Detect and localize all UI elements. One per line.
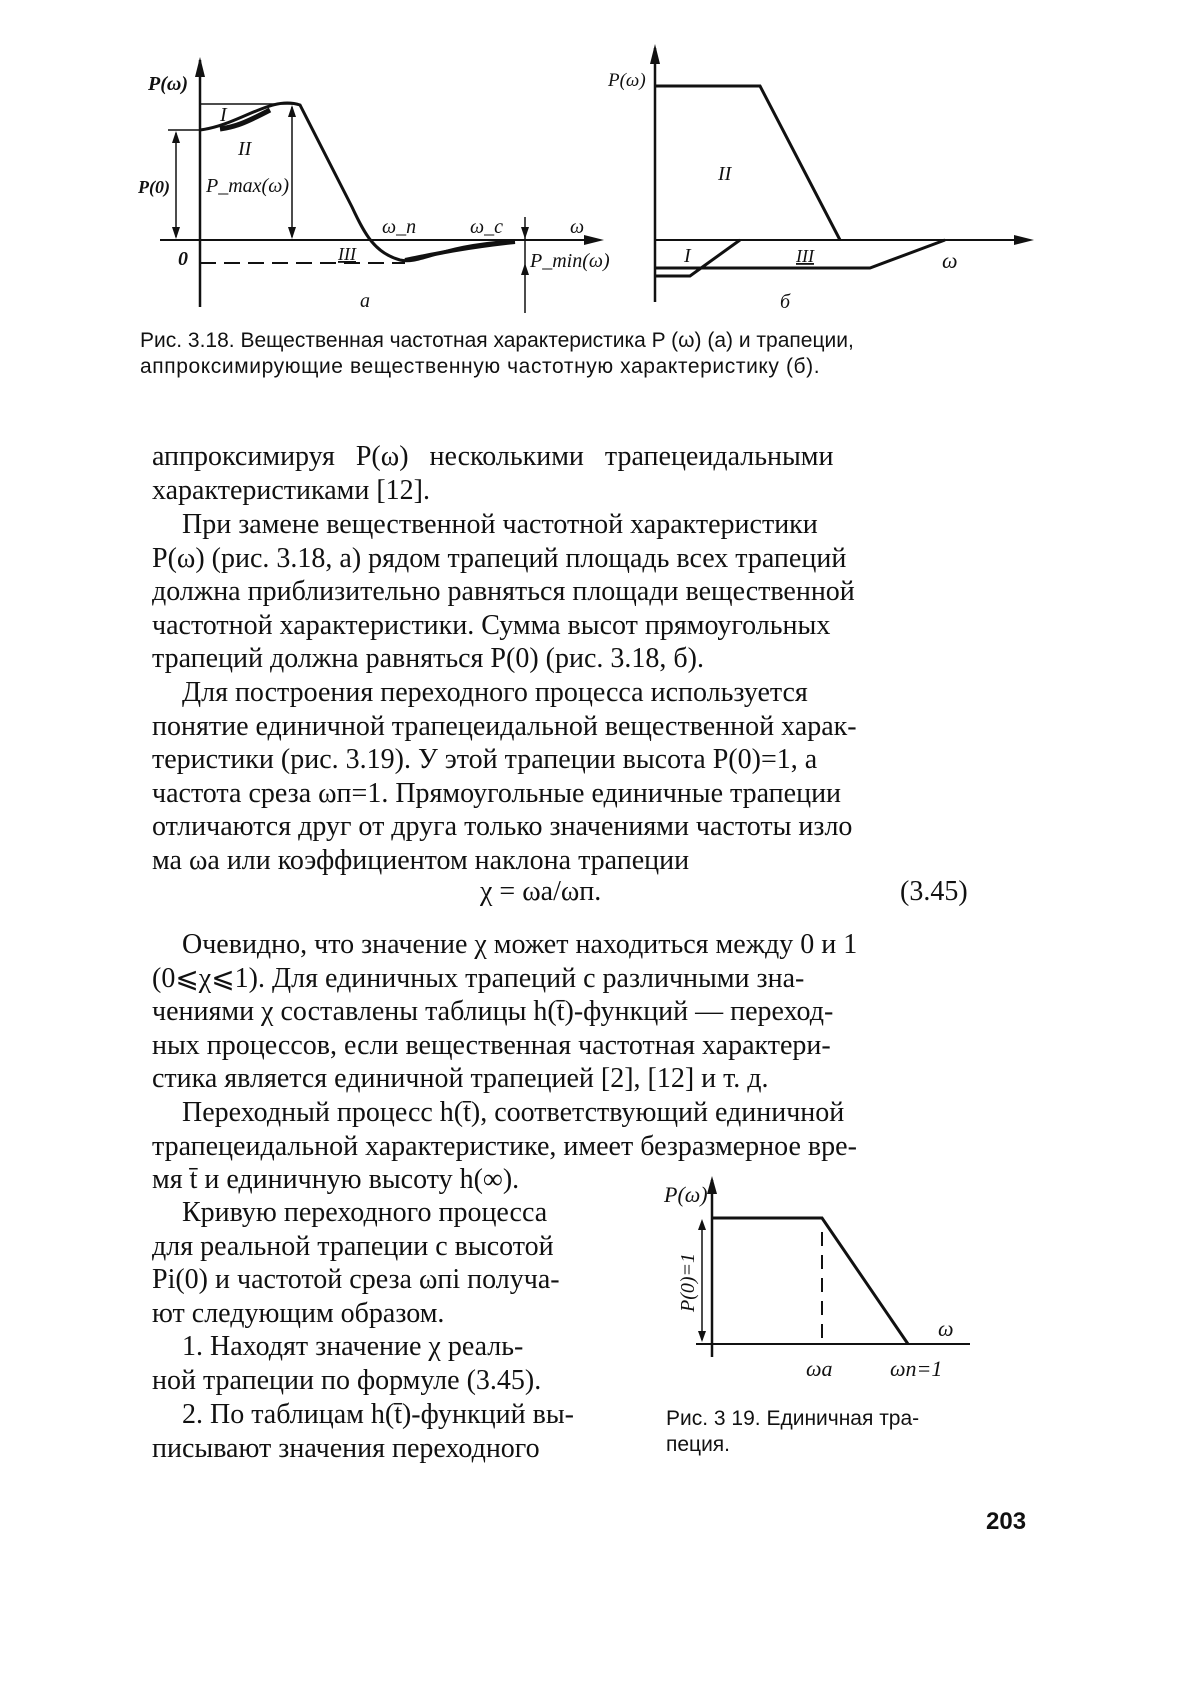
text-line: ют следующим образом. [152,1297,445,1329]
text-line: стика является единичной трапецией [2], [12] и т. д. [152,1063,769,1094]
y-axis-label: P(ω) [148,73,188,95]
y-axis-arrow [650,44,660,64]
text-line: аппроксимируя P(ω) несколькими трапецеидальными [152,441,834,472]
caption-line: пеция. [666,1433,731,1456]
figure-3-18-caption [140,328,1040,380]
text-line: отличаются друг от друга только значениями частоты изло [152,811,853,842]
text-line: Кривую переходного процесса [182,1197,548,1228]
text-line: Очевидно, что значение χ может находиться между 0 и 1 [182,929,858,960]
x-axis-label: ω [938,1316,954,1341]
pmin-label: P_min(ω) [530,250,610,272]
text-line: частота среза ωп=1. Прямоугольные единичные трапеции [152,777,842,809]
p0-arrow-bottom [172,227,180,239]
panel-b-label: б [780,291,791,313]
y-axis-label: P(ω) [608,70,646,91]
text-line: ной трапеции по формуле (3.45). [152,1364,542,1396]
text-line: трапеций должна равняться P(0) (рис. 3.18, б). [152,643,704,674]
paragraph-8 [152,1398,678,1465]
omega-a-label: ωa [806,1356,833,1381]
p0-label: P(0) [138,177,170,197]
text-line: 2. По таблицам h(t̄)-функций вы- [182,1399,574,1430]
figure-3-19-caption [666,1406,1046,1458]
text-line: трапецеидальной характеристике, имеет безразмерное вре- [152,1130,857,1162]
panel-a-label: a [360,290,370,312]
text-line: ных процессов, если вещественная частотная характери- [152,1029,831,1061]
equation-3-45 [480,876,601,908]
trapezoid-II [655,86,840,240]
text-line: теристики (рис. 3.19). У этой трапеции высота P(0)=1, а [152,744,818,775]
trapezoid-I [655,240,740,276]
height-label: P(0)=1 [677,1252,699,1312]
text-line: писывают значения переходного [152,1432,540,1464]
equation-text: χ = ωа/ωп. [480,876,602,907]
pmax-label: P_max(ω) [206,175,289,197]
curve-III-segment [405,242,515,260]
text-line: должна приблизительно равняться площади вещественной [152,576,855,607]
height-arrow-top [698,1219,706,1230]
region-III-label: III [796,246,814,266]
x-axis-label: ω [570,216,585,238]
region-III-label: III [338,244,356,264]
x-axis-label: ω [942,248,958,273]
x-axis-arrow [1014,235,1034,245]
text-line: Для построения переходного процесса используется [182,677,808,708]
equation-number [900,876,968,908]
text-line: частотной характеристики. Сумма высот прямоугольных [152,609,831,641]
figure-3-18-b [600,40,1060,315]
text-line: Pi(0) и частотой среза ωпi получа- [152,1264,560,1295]
caption-line: аппроксимирующие вещественную частотную характеристику (б). [140,355,821,378]
omega-c-label: ω_c [470,216,503,238]
pmin-arrow-top [521,227,529,239]
pmin-arrow-bottom [521,263,529,275]
unit-trapezoid [712,1218,908,1344]
paragraph-3 [152,676,1038,877]
region-II-label: II [238,138,252,160]
text-line: ма ωа или коэффициентом наклона трапеции [152,844,690,876]
figure-3-19 [660,1172,1040,1392]
page-number [986,1508,1026,1536]
pmax-arrow-bottom [288,227,296,239]
paragraph-6 [152,1196,678,1330]
region-II-label: II [718,163,732,185]
text-line: характеристиками [12]. [152,474,430,506]
paragraph-1 [152,440,1038,507]
text-line: понятие единичной трапецеидальной вещественной харак- [152,710,857,742]
curve-II-segment [220,110,270,129]
paragraph-7 [152,1330,678,1397]
paragraph-4 [152,928,1038,1096]
paragraph-2 [152,508,1038,676]
p0-arrow-top [172,131,180,143]
text-line: чениями χ составлены таблицы h(t̄)-функций — переход- [152,996,834,1027]
text-line: При замене вещественной частотной характеристики [182,509,818,540]
text-line: Переходный процесс h(t̄), соответствующий единичной [182,1097,845,1128]
equation-number-text: (3.45) [900,876,968,907]
omega-n-label: ωп=1 [890,1356,943,1381]
caption-line: Рис. 3.18. Вещественная частотная характеристика P (ω) (a) и трапеции, [140,329,854,352]
pmax-arrow-top [288,105,296,117]
caption-line: Рис. 3 19. Единичная тра- [666,1407,920,1430]
figure-3-18-a [120,55,620,315]
text-line: для реальной трапеции с высотой [152,1230,554,1262]
text-line: 1. Находят значение χ реаль- [182,1331,524,1362]
region-I-label: I [684,245,691,267]
y-axis-label: P(ω) [664,1182,708,1207]
omega-p-label: ω_п [382,216,417,238]
region-I-label: I [220,104,227,126]
text-line: (0⩽χ⩽1). Для единичных трапеций с различными зна- [152,962,805,994]
y-axis-arrow [195,57,205,77]
page-number-text: 203 [986,1508,1027,1535]
text-line: мя t̄ и единичную высоту h(∞). [152,1164,520,1195]
height-arrow-bottom [698,1331,706,1342]
text-line: P(ω) (рис. 3.18, a) рядом трапеций площадь всех трапеций [152,542,847,574]
y-axis-arrow [707,1176,717,1194]
origin-label: 0 [178,248,188,270]
